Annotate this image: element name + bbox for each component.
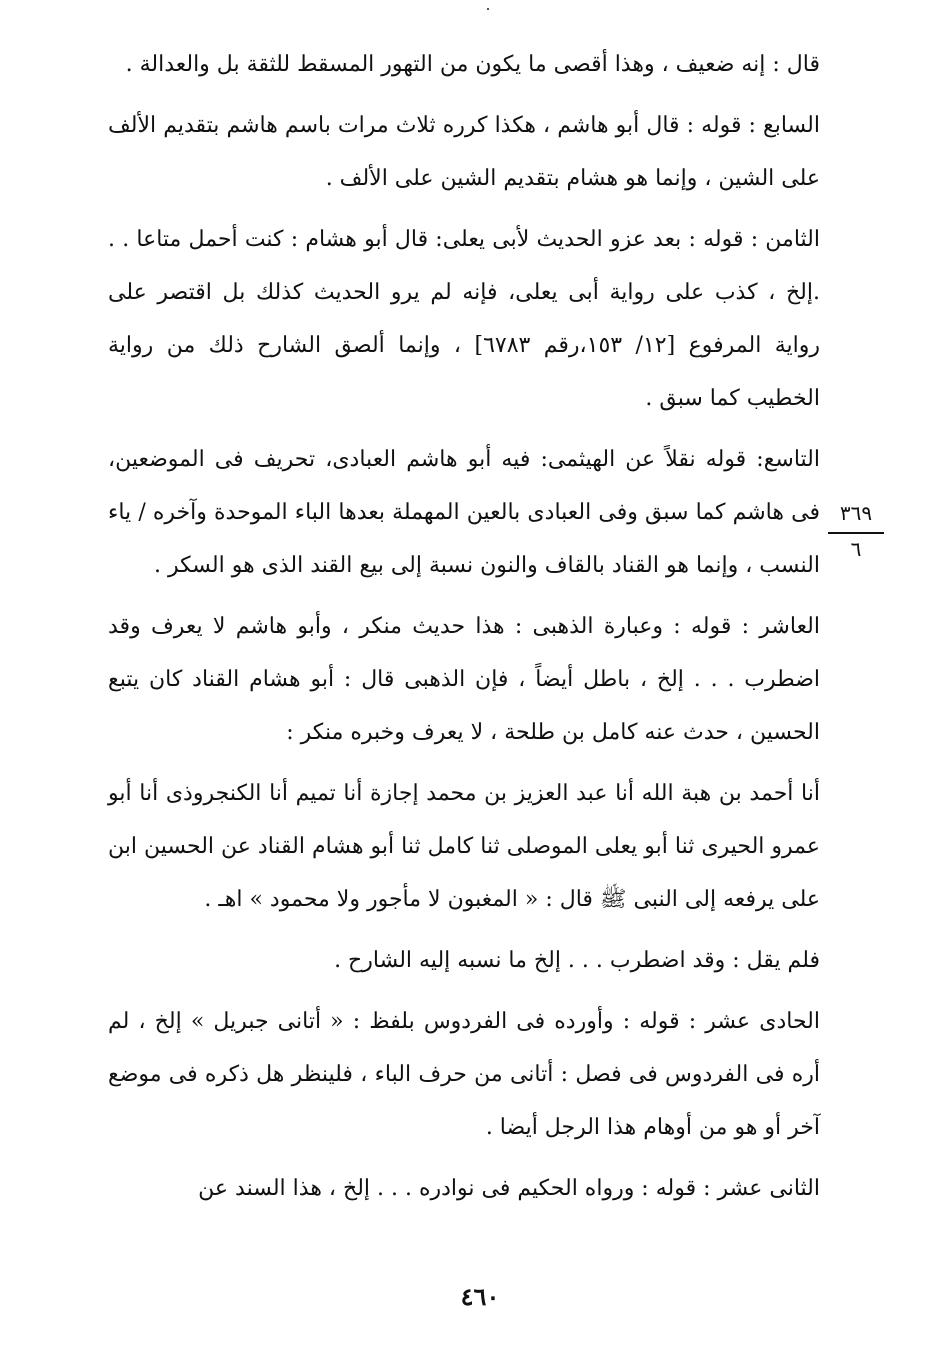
scan-dot xyxy=(487,8,489,10)
paragraph-twelfth: الثانى عشر : قوله : ورواه الحكيم فى نوادره . . . إلخ ، هذا السند عن xyxy=(198,1176,820,1201)
paragraph-isnad: أنا أحمد بن هبة الله أنا عبد العزيز بن محمد إجازة أنا تميم أنا الكنجروذى أنا أبو عمرو الحيرى ثنا أبو يعلى الموصلى ثنا كامل ثنا أبو هشام القناد عن الحسين ابن على يرفعه إلى النبى ﷺ قال : « المغبون لا مأجور ولا محمود » اهـ . xyxy=(108,781,820,912)
paragraph-seventh: السابع : قوله : قال أبو هاشم ، هكذا كرره ثلاث مرات باسم هاشم بتقديم الألف على الشين ، وإنما هو هشام بتقديم الشين على الألف . xyxy=(108,113,820,191)
margin-reference xyxy=(828,500,884,560)
paragraph-ninth: التاسع: قوله نقلاً عن الهيثمى: فيه أبو هاشم العبادى، تحريف فى الموضعين، فى هاشم كما سبق وفى العبادى بالعين المهملة بعدها الباء الموحدة وآخره / ياء النسب ، وإنما هو القناد بالقاف والنون نسبة إلى بيع القند الذى هو السكر . xyxy=(108,447,820,578)
paragraph-tenth: العاشر : قوله : وعبارة الذهبى : هذا حديث منكر ، وأبو هاشم لا يعرف وقد اضطرب . . . إلخ ، باطل أيضاً ، فإن الذهبى قال : أبو هشام القناد كان يتبع الحسين ، حدث عنه كامل بن طلحة ، لا يعرف وخبره منكر : xyxy=(108,614,820,745)
margin-reference-page: ٣٦٩ xyxy=(839,501,873,525)
paragraph-continuation: قال : إنه ضعيف ، وهذا أقصى ما يكون من التهور المسقط للثقة بل والعدالة . xyxy=(125,52,820,77)
paragraph-eighth: الثامن : قوله : بعد عزو الحديث لأبى يعلى: قال أبو هشام : كنت أحمل متاعا . . .إلخ ، كذب على رواية أبى يعلى، فإنه لم يرو الحديث كذلك بل اقتصر على رواية المرفوع [١٢/ ١٥٣،رقم ٦٧٨٣] ، وإنما ألصق الشارح ذلك من رواية الخطيب كما سبق . xyxy=(108,227,821,411)
paragraph-eleventh: الحادى عشر : قوله : وأورده فى الفردوس بلفظ : « أتانى جبريل » إلخ ، لم أره فى الفردوس فى فصل : أتانى من حرف الباء ، فلينظر هل ذكره فى موضع آخر أو هو من أوهام هذا الرجل أيضا . xyxy=(108,1009,820,1140)
margin-reference-rule xyxy=(828,532,884,534)
paragraph-conclusion: فلم يقل : وقد اضطرب . . . إلخ ما نسبه إليه الشارح . xyxy=(334,948,820,973)
page-number: ٤٦٠ xyxy=(460,1282,500,1311)
margin-reference-volume: ٦ xyxy=(850,537,862,561)
page-body xyxy=(108,38,820,1223)
